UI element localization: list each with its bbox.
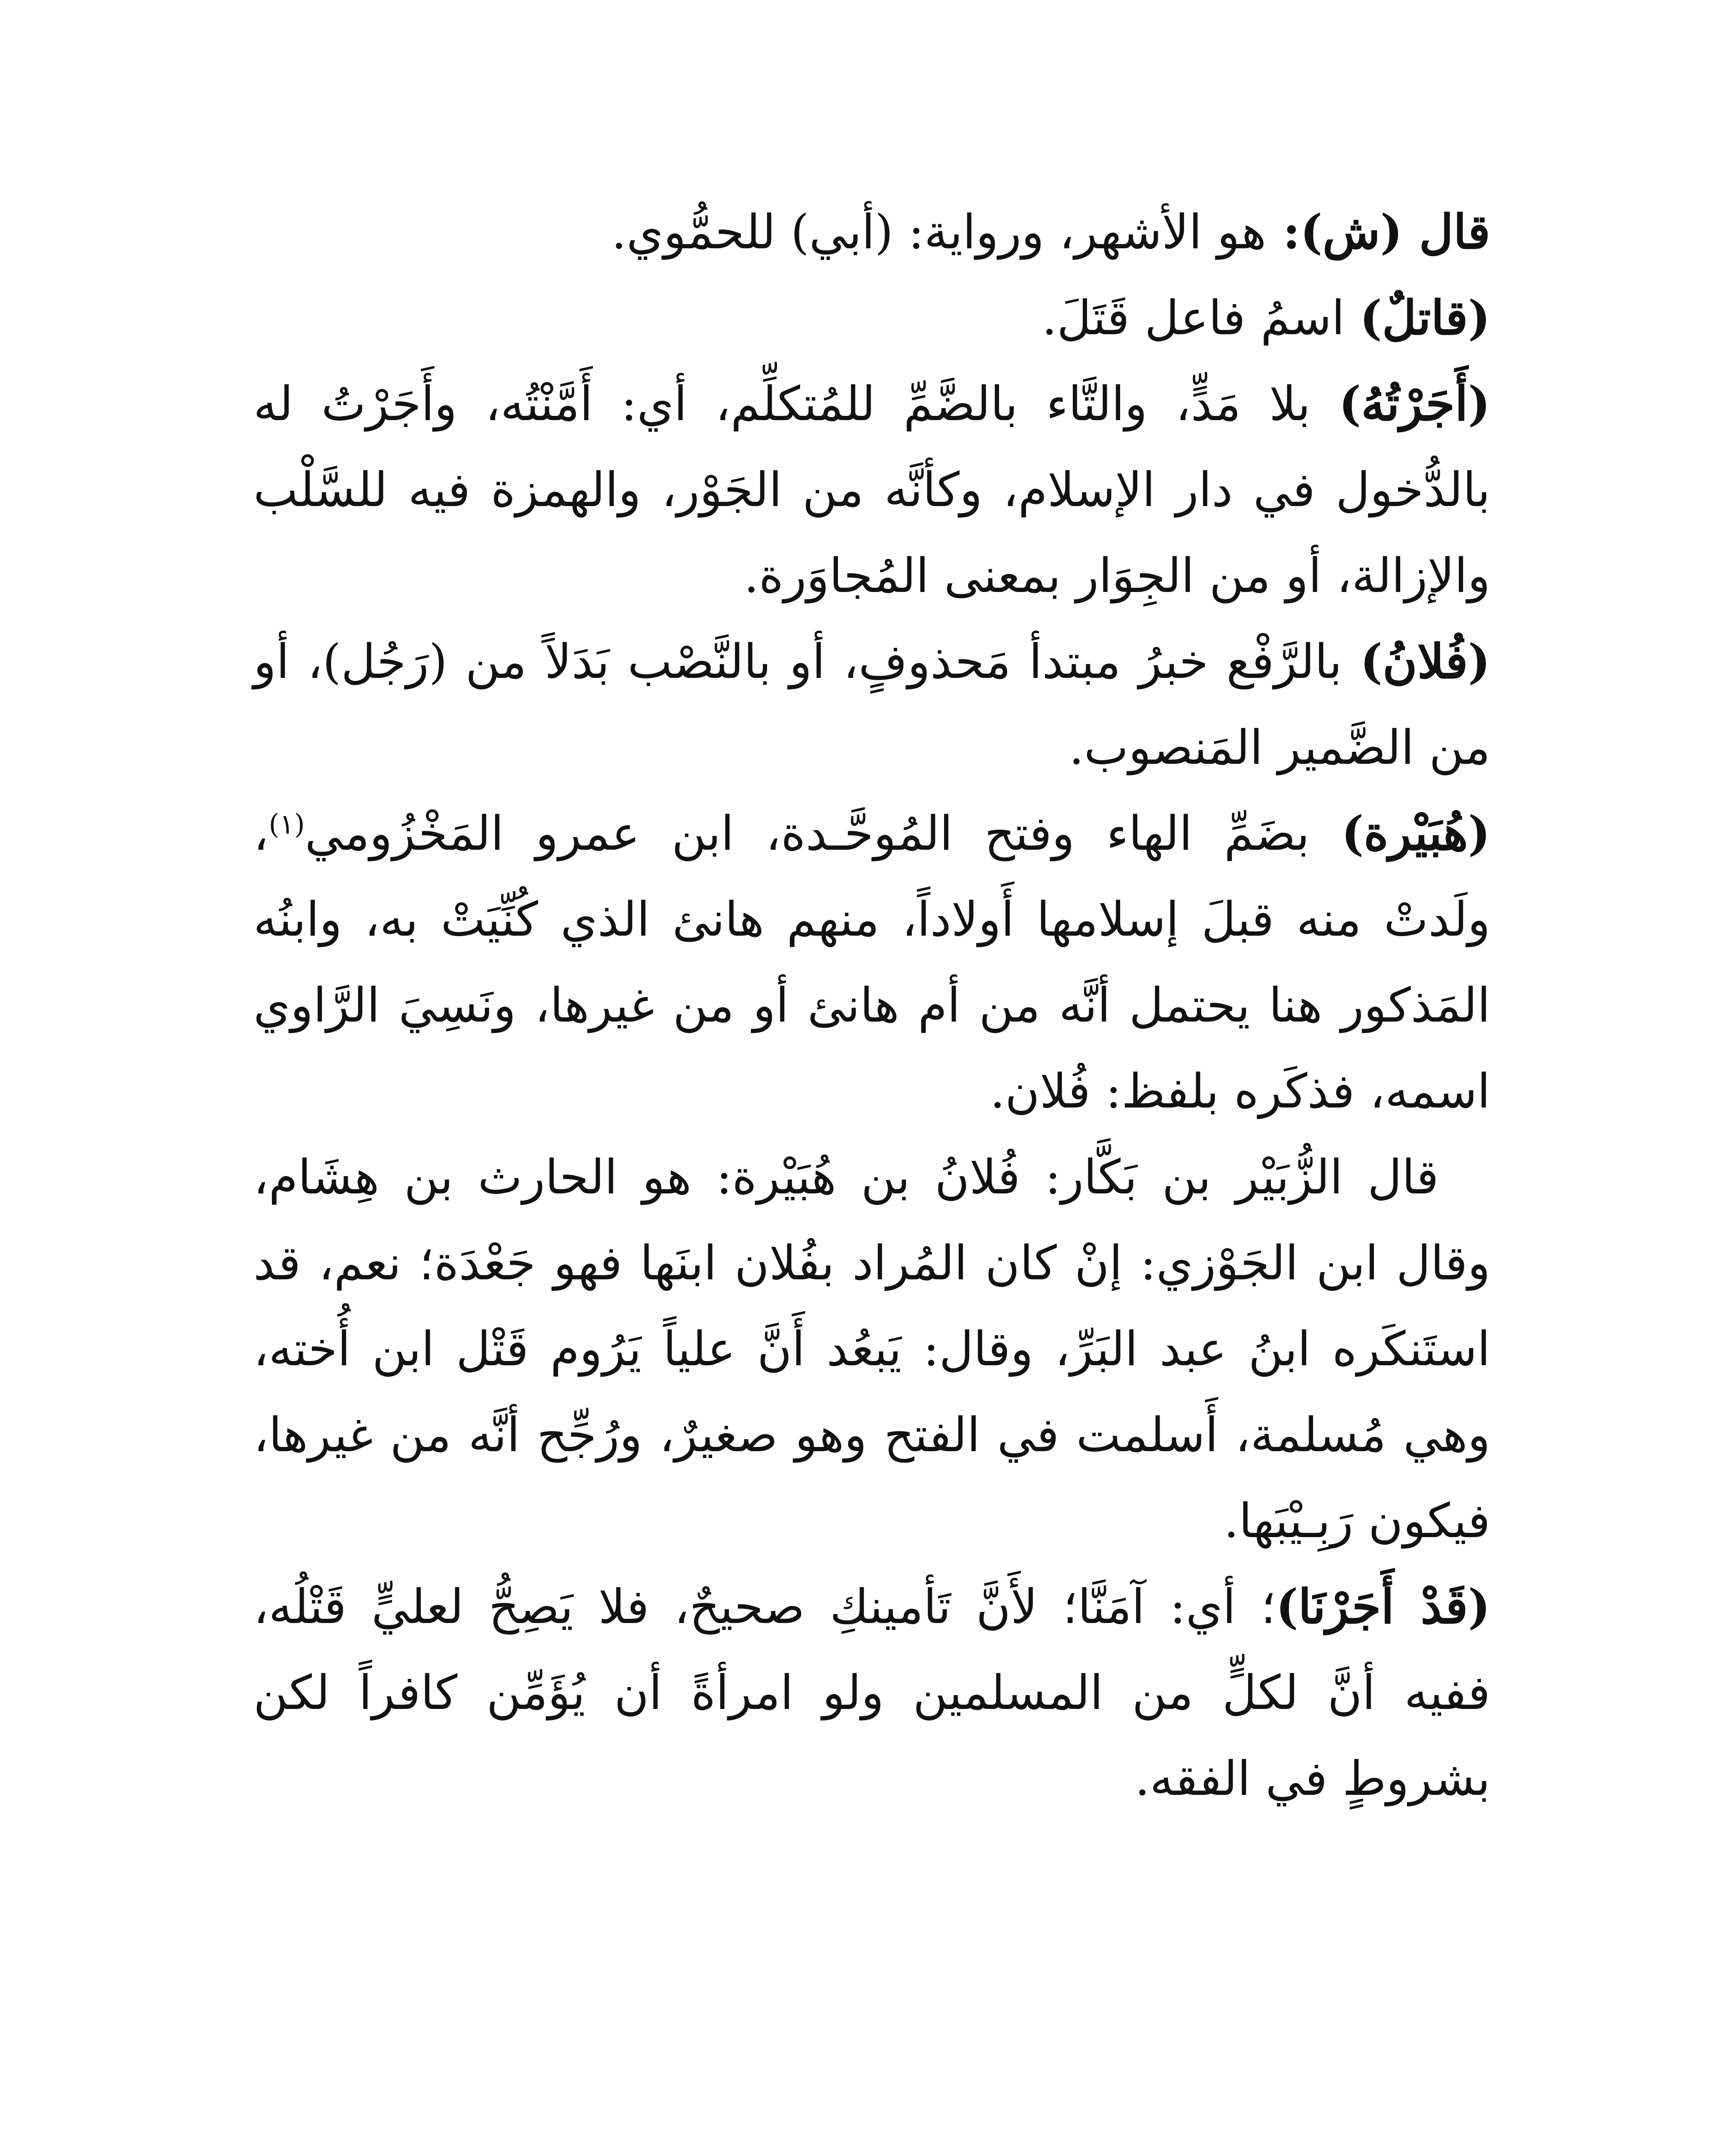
paragraph-3-lead: (أَجَرْتُهُ) (1339, 376, 1490, 431)
paragraph-6-text: قال الزُّبَيْر بن بَكَّار: فُلانُ بن هُبَيْرة: هو الحارث بن هِشَام، وقال ابن الجَوْزي: إنْ كان المُراد بفُلان ابنَها فهو جَعْدَة؛ نعم، قد استَنكَره ابنُ عبد البَرِّ، وقال: يَبعُد أَنَّ علياً يَرُوم قَتْل ابن أُخته، وهي مُسلمة، أَسلمت في الفتح وهو صغيرٌ، ورُجِّح أنَّه من غيرها، فيكون رَبِـيْبَها. (253, 1150, 1490, 1548)
footnote-reference[interactable]: (١) (268, 809, 305, 841)
paragraph-5-text-b: ، ولَدتْ منه قبلَ إسلامها أَولاداً، منهم هانئ الذي كُنِّيَتْ به، وابنُه المَذكور هنا يحتمل أنَّه من أم هانئ أو من غيرها، ونَسِيَ الرَّاوي اسمه، فذكَره بلفظ: فُلان. (253, 806, 1490, 1119)
paragraph-5-text-a: بضَمِّ الهاء وفتح المُوحَّـدة، ابن عمرو المَخْزُومي (305, 806, 1342, 861)
paragraph-4-text: بالرَّفْع خبرُ مبتدأ مَحذوفٍ، أو بالنَّصْب بَدَلاً من (رَجُل)، أو من الضَّمير المَنصوب. (253, 634, 1490, 775)
paragraph-2 (253, 275, 1490, 361)
paragraph-5-lead: (هُبَيْرة) (1341, 806, 1490, 861)
paragraph-4-lead: (فُلانُ) (1360, 634, 1490, 689)
paragraph-1-lead: قال (ش): (1266, 204, 1490, 259)
paragraph-5 (253, 790, 1490, 1134)
paragraph-3 (253, 361, 1490, 619)
paragraph-2-lead: (قاتلٌ) (1359, 290, 1490, 345)
paragraph-6 (253, 1134, 1490, 1564)
paragraph-7-lead: (قَدْ أَجَرْنَا) (1276, 1579, 1491, 1634)
paragraph-7-text: ؛ أي: آمَنَّا؛ لأَنَّ تَأمينكِ صحيحٌ، فلا يَصِحُّ لعليٍّ قَتْلُه، ففيه أنَّ لكلٍّ من المسلمين ولو امرأةً أن يُؤَمِّن كافراً لكن بشروطٍ في الفقه. (253, 1579, 1490, 1806)
paragraph-1 (253, 189, 1490, 275)
main-text (253, 189, 1490, 1822)
paragraph-1-text: هو الأشهر، ورواية: (أبي) للحمُّوي. (611, 204, 1267, 259)
paragraph-7 (253, 1564, 1490, 1822)
paragraph-4 (253, 619, 1490, 790)
paragraph-2-text: اسمُ فاعل قَتَلَ. (1042, 290, 1360, 345)
paragraph-3-text: بلا مَدٍّ، والتَّاء بالضَّمِّ للمُتكلِّم، أي: أَمَّنْتُه، وأَجَرْتُ له بالدُّخول في دار الإسلام، وكأنَّه من الجَوْر، والهمزة فيه للسَّلْب والإزالة، أو من الجِوَار بمعنى المُجاوَرة. (253, 376, 1490, 603)
